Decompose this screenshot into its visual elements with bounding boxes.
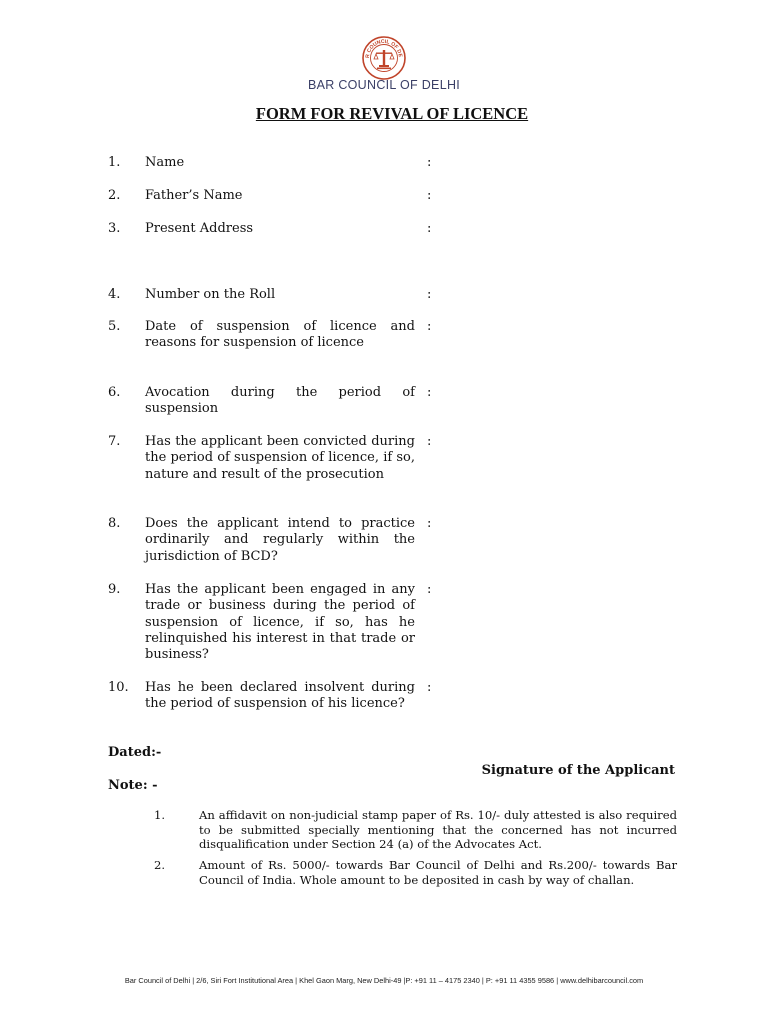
question-number: 5. [108,319,121,334]
question-colon: : [427,516,432,531]
question-text: Has the applicant been engaged in any trade or business during the period of suspension of licence, if so, has he relinquished his interest in that trade or business? [145,582,415,663]
question-number: 3. [108,221,121,236]
question-colon: : [427,155,432,170]
note-number: 1. [154,808,166,822]
question-number: 10. [108,680,129,695]
question-number: 9. [108,582,121,597]
question-number: 8. [108,516,121,531]
question-number: 1. [108,155,121,170]
question-number: 4. [108,287,121,302]
question-colon: : [427,582,432,597]
question-text: Avocation during the period of suspension [145,385,415,417]
question-colon: : [427,221,432,236]
question-colon: : [427,434,432,449]
question-text: Does the applicant intend to practice ordinarily and regularly within the jurisdiction of BCD? [145,516,415,564]
question-colon: : [427,680,432,695]
question-text: Name [145,155,185,170]
footer-contact: Bar Council of Delhi | 2/6, Siri Fort Institutional Area | Khel Gaon Marg, New Delhi-49 |P: +91 11 – 4175 2340 | P: +91 11 4355 9586 | www.delhibarcouncil.com [124,976,644,985]
question-colon: : [427,287,432,302]
question-text: Father’s Name [145,188,243,203]
form-title: FORM FOR REVIVAL OF LICENCE [255,104,529,123]
note-text: Amount of Rs. 5000/- towards Bar Council of Delhi and Rs.200/- towards Bar Council of India. Whole amount to be deposited in cash by way of challan. [199,858,677,887]
question-text: Has he been declared insolvent during the period of suspension of his licence? [145,680,415,712]
note-text: An affidavit on non-judicial stamp paper of Rs. 10/- duly attested is also required to be submitted specially mentioning that the concerned has not incurred disqualification under Section 24 (a) of the Advocates Act. [199,808,677,852]
question-text: Has the applicant been convicted during the period of suspension of licence, if so, nature and result of the prosecution [145,434,415,482]
question-text: Present Address [145,221,254,236]
question-number: 7. [108,434,121,449]
question-number: 6. [108,385,121,400]
bar-council-logo [362,36,406,80]
question-text: Number on the Roll [145,287,276,302]
note-label: Note: - [108,778,158,793]
dated-label: Dated:- [108,745,162,760]
question-colon: : [427,385,432,400]
org-name: BAR COUNCIL OF DELHI [307,78,461,92]
signature-label: Signature of the Applicant [481,763,675,778]
question-colon: : [427,188,432,203]
svg-text:BAR COUNCIL OF DELHI: R COUNCIL OF DE [364,38,404,59]
question-text: Date of suspension of licence and reasons for suspension of licence [145,319,415,351]
note-number: 2. [154,858,166,872]
question-colon: : [427,319,432,334]
question-number: 2. [108,188,121,203]
